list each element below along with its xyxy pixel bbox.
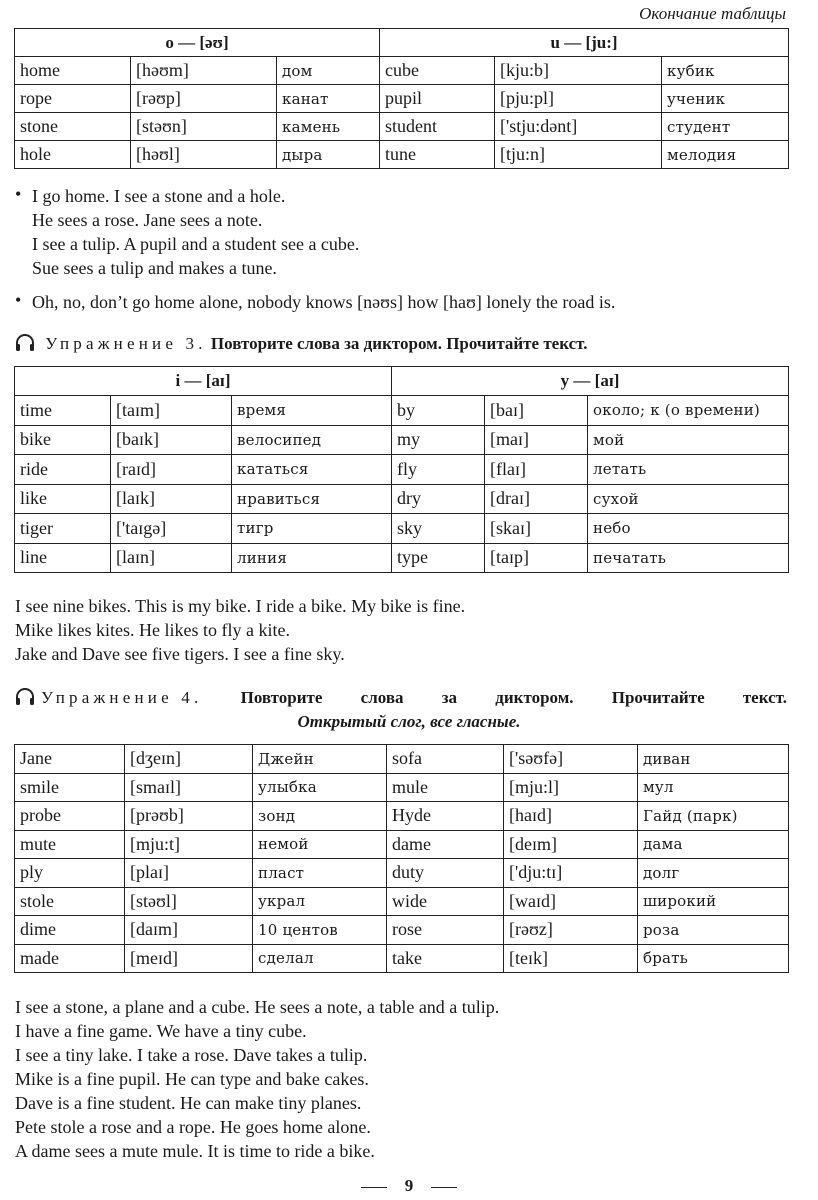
word: rope [15, 85, 131, 113]
bullet: • [15, 184, 22, 204]
transcription: [həʊm] [131, 57, 277, 85]
vowel-table-i-y [14, 366, 789, 573]
translation: кататься [232, 455, 392, 485]
exercise-4-header [15, 688, 787, 708]
word: cube [380, 57, 495, 85]
table-row [15, 543, 789, 573]
translation: немой [253, 830, 387, 859]
word: made [15, 944, 125, 973]
translation: студент [662, 113, 789, 141]
transcription: [stəʊl] [125, 887, 253, 916]
transcription: [maɪ] [485, 425, 588, 455]
transcription: ['səʊfə] [504, 745, 638, 774]
translation: сухой [588, 484, 789, 514]
text-line: Dave is a fine student. He can make tiny planes. [15, 1093, 362, 1113]
bullet: • [15, 290, 22, 310]
word: like [15, 484, 111, 514]
transcription: [meɪd] [125, 944, 253, 973]
translation: ученик [662, 85, 789, 113]
word: duty [387, 859, 504, 888]
text-line: I have a fine game. We have a tiny cube. [15, 1021, 307, 1041]
bullet-paragraph-2 [15, 290, 615, 314]
word: sky [392, 514, 485, 544]
word: rose [387, 916, 504, 945]
translation: долг [638, 859, 789, 888]
word: wide [387, 887, 504, 916]
text-line: He sees a rose. Jane sees a note. [32, 210, 263, 230]
column-header-i: i — [aɪ] [15, 367, 392, 396]
table-row [15, 396, 789, 426]
exercise-label: Упражнение 3. [45, 334, 207, 353]
translation: брать [638, 944, 789, 973]
word: student [380, 113, 495, 141]
translation: улыбка [253, 773, 387, 802]
table-row [15, 425, 789, 455]
text-line: A dame sees a mute mule. It is time to ride a bike. [15, 1141, 375, 1161]
instruction-word: Прочитайте [611, 688, 705, 707]
page-number-value: 9 [404, 1176, 414, 1195]
word: pupil [380, 85, 495, 113]
text-line: I go home. I see a stone and a hole. [32, 186, 286, 206]
word: tune [380, 141, 495, 169]
transcription: [haɪd] [504, 802, 638, 831]
word: my [392, 425, 485, 455]
divider [361, 1187, 387, 1188]
word: type [392, 543, 485, 573]
translation: сделал [253, 944, 387, 973]
transcription: [mju:l] [504, 773, 638, 802]
transcription: [həʊl] [131, 141, 277, 169]
translation: линия [232, 543, 392, 573]
word: line [15, 543, 111, 573]
reading-text-2 [15, 594, 465, 666]
translation: летать [588, 455, 789, 485]
headphones-icon [15, 334, 35, 352]
text-line: Oh, no, don’t go home alone, nobody knows [nəʊs] how [haʊ] lonely the road is. [32, 292, 616, 312]
transcription: [waɪd] [504, 887, 638, 916]
text-line: Jake and Dave see five tigers. I see a fine sky. [15, 644, 345, 664]
transcription: [tju:n] [495, 141, 662, 169]
exercise-instruction: Повторите слова за диктором. Прочитайте текст. [210, 334, 588, 353]
translation: пласт [253, 859, 387, 888]
transcription: [baɪ] [485, 396, 588, 426]
word: probe [15, 802, 125, 831]
transcription: [laɪk] [111, 484, 232, 514]
column-header-y: y — [aɪ] [392, 367, 789, 396]
word: dame [387, 830, 504, 859]
word: smile [15, 773, 125, 802]
table-row [15, 745, 789, 774]
translation: велосипед [232, 425, 392, 455]
text-line: I see nine bikes. This is my bike. I ride a bike. My bike is fine. [15, 596, 466, 616]
translation: зонд [253, 802, 387, 831]
word: fly [392, 455, 485, 485]
transcription: ['stju:dənt] [495, 113, 662, 141]
vowel-table-o-u [14, 28, 789, 169]
translation: мул [638, 773, 789, 802]
word: by [392, 396, 485, 426]
transcription: [daɪm] [125, 916, 253, 945]
transcription: [plaɪ] [125, 859, 253, 888]
transcription: [rəʊz] [504, 916, 638, 945]
word: time [15, 396, 111, 426]
table-row [15, 484, 789, 514]
translation: широкий [638, 887, 789, 916]
word: dime [15, 916, 125, 945]
text-line: Sue sees a tulip and makes a tune. [32, 258, 277, 278]
transcription: [draɪ] [485, 484, 588, 514]
reading-text-1 [15, 184, 615, 314]
text-line: I see a stone, a plane and a cube. He sees a note, a table and a tulip. [15, 997, 500, 1017]
text-line: I see a tulip. A pupil and a student see a cube. [32, 234, 360, 254]
word: mule [387, 773, 504, 802]
translation: украл [253, 887, 387, 916]
instruction-word: слова [360, 688, 404, 707]
word: hole [15, 141, 131, 169]
translation: тигр [232, 514, 392, 544]
transcription: [smaɪl] [125, 773, 253, 802]
translation: диван [638, 745, 789, 774]
translation: камень [277, 113, 380, 141]
table-row [15, 773, 789, 802]
word: dry [392, 484, 485, 514]
word: take [387, 944, 504, 973]
translation: печатать [588, 543, 789, 573]
word: home [15, 57, 131, 85]
reading-text-3 [15, 995, 499, 1163]
translation: мелодия [662, 141, 789, 169]
transcription: [skaɪ] [485, 514, 588, 544]
instruction-word: текст. [742, 688, 787, 707]
table-row [15, 944, 789, 973]
translation: дыра [277, 141, 380, 169]
transcription: ['taɪgə] [111, 514, 232, 544]
translation: около; к (о времени) [588, 396, 789, 426]
transcription: [taɪm] [111, 396, 232, 426]
table-row [15, 57, 789, 85]
table-row [15, 113, 789, 141]
headphones-icon [15, 688, 35, 706]
table-row [15, 85, 789, 113]
translation: кубик [662, 57, 789, 85]
table-row [15, 455, 789, 485]
translation: 10 центов [253, 916, 387, 945]
transcription: [baɪk] [111, 425, 232, 455]
translation: дама [638, 830, 789, 859]
transcription: [prəʊb] [125, 802, 253, 831]
translation: мой [588, 425, 789, 455]
instruction-word: диктором. [495, 688, 574, 707]
divider [431, 1187, 457, 1188]
open-syllable-table [14, 744, 789, 973]
table-row [15, 830, 789, 859]
transcription: [pju:pl] [495, 85, 662, 113]
translation: время [232, 396, 392, 426]
translation: небо [588, 514, 789, 544]
transcription: ['dju:tɪ] [504, 859, 638, 888]
table-continuation-note: Окончание таблицы [639, 4, 786, 23]
table-row [15, 859, 789, 888]
translation: Джейн [253, 745, 387, 774]
table-row [15, 916, 789, 945]
table-row [15, 887, 789, 916]
word: bike [15, 425, 111, 455]
word: tiger [15, 514, 111, 544]
table-row [15, 802, 789, 831]
word: Jane [15, 745, 125, 774]
transcription: [mju:t] [125, 830, 253, 859]
text-line: I see a tiny lake. I take a rose. Dave takes a tulip. [15, 1045, 368, 1065]
word: sofa [387, 745, 504, 774]
transcription: [flaɪ] [485, 455, 588, 485]
exercise-3-header [15, 334, 587, 354]
transcription: [kju:b] [495, 57, 662, 85]
word: ply [15, 859, 125, 888]
text-line: Mike is a fine pupil. He can type and bake cakes. [15, 1069, 369, 1089]
column-header-u: u — [ju:] [380, 29, 789, 57]
word: stole [15, 887, 125, 916]
column-header-o: o — [əʊ] [15, 29, 380, 57]
transcription: [deɪm] [504, 830, 638, 859]
transcription: [stəʊn] [131, 113, 277, 141]
transcription: [teɪk] [504, 944, 638, 973]
transcription: [rəʊp] [131, 85, 277, 113]
bullet-paragraph-1 [15, 184, 615, 280]
transcription: [raɪd] [111, 455, 232, 485]
transcription: [dʒeɪn] [125, 745, 253, 774]
page-number [0, 1176, 818, 1196]
exercise-label: Упражнение 4. [41, 688, 203, 707]
word: Hyde [387, 802, 504, 831]
translation: Гайд (парк) [638, 802, 789, 831]
exercise-subtitle: Открытый слог, все гласные. [297, 712, 521, 731]
word: mute [15, 830, 125, 859]
translation: роза [638, 916, 789, 945]
word: ride [15, 455, 111, 485]
transcription: [laɪn] [111, 543, 232, 573]
translation: дом [277, 57, 380, 85]
translation: канат [277, 85, 380, 113]
instruction-word: Повторите [240, 688, 323, 707]
transcription: [taɪp] [485, 543, 588, 573]
word: stone [15, 113, 131, 141]
table-row [15, 141, 789, 169]
instruction-word: за [441, 688, 458, 707]
translation: нравиться [232, 484, 392, 514]
text-line: Pete stole a rose and a rope. He goes home alone. [15, 1117, 371, 1137]
table-row [15, 514, 789, 544]
text-line: Mike likes kites. He likes to fly a kite. [15, 620, 290, 640]
